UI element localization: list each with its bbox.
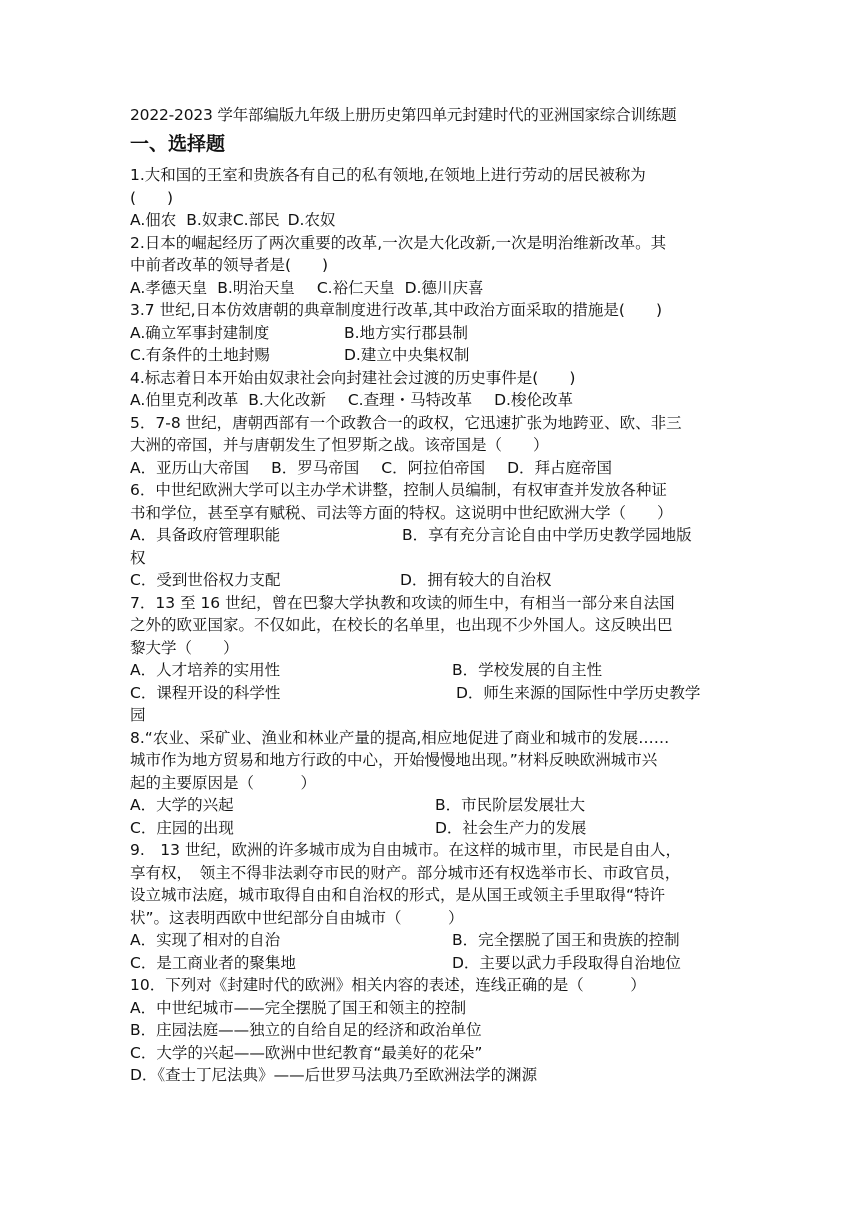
question-text-line: 设立城市法庭，城市取得自由和自治权的形式，是从国王或领主手里取得“特许 [130, 886, 666, 904]
option-b: B.地方实行郡县制 [344, 323, 469, 342]
option-a: A.孝德天皇 [130, 278, 208, 297]
option-d: D．《查士丁尼法典》——后世罗马法典乃至欧洲法学的渊源 [130, 1066, 538, 1084]
question-text-line: 书和学位，甚至享有赋税、司法等方面的特权。这说明中世纪欧洲大学（ ） [130, 503, 673, 522]
option-b: B.明治天皇 [217, 278, 295, 297]
option-d-continued: 园 [130, 706, 146, 724]
option-a: A．亚历山大帝国 [130, 458, 250, 477]
question-5 [130, 412, 736, 480]
option-c: C．受到世俗权力支配 [130, 571, 281, 589]
question-4 [130, 367, 736, 412]
question-7 [130, 592, 736, 727]
option-c: C．是工商业者的聚集地 [130, 953, 296, 972]
option-b: B．罗马帝国 [271, 458, 360, 477]
option-c: C.部民 [232, 211, 280, 229]
options-row [130, 277, 736, 300]
question-1 [130, 164, 736, 232]
question-text-line: 9. 13 世纪，欧洲的许多城市成为自由城市。在这样的城市里，市民是自由人， [130, 841, 681, 859]
option-a: A.佃农 [130, 211, 177, 229]
question-text-line: 享有权， 领主不得非法剥夺市民的财产。部分城市还有权选举市长、市政官员， [130, 863, 681, 882]
option-d: D.德川庆喜 [404, 278, 484, 297]
option-c: C．课程开设的科学性 [130, 683, 281, 702]
option-a: A．实现了相对的自治 [130, 931, 281, 949]
options-grid [130, 659, 736, 704]
option-b: B.大化改新 [248, 391, 326, 409]
option-c: C．庄园的出现 [130, 818, 234, 837]
option-b: B．享有充分言论自由中学历史教学园地版 [402, 526, 692, 544]
option-d: D．社会生产力的发展 [435, 818, 587, 837]
question-9 [130, 839, 736, 974]
options-grid [130, 929, 736, 974]
option-d: D.农奴 [287, 211, 336, 229]
question-text-line: 1.大和国的王室和贵族各有自己的私有领地,在领地上进行劳动的居民被称为 [130, 166, 646, 184]
option-d: D．拥有较大的自治权 [400, 571, 552, 589]
options-grid [130, 569, 736, 592]
question-6 [130, 479, 736, 592]
option-d: D.建立中央集权制 [344, 346, 470, 364]
option-a: A．大学的兴起 [130, 796, 234, 814]
option-c: C.有条件的土地封赐 [130, 346, 270, 364]
question-text-line: 7．13 至 16 世纪，曾在巴黎大学执教和攻读的师生中，有相当一部分来自法国 [130, 593, 675, 612]
option-d: D．师生来源的国际性中学历史教学 [456, 683, 701, 702]
question-text-line: 2.日本的崛起经历了两次重要的改革,一次是大化改新,一次是明治维新改革。其 [130, 233, 667, 252]
option-d: D．主要以武力手段取得自治地位 [452, 953, 681, 972]
question-text-line: ( ) [130, 188, 174, 207]
question-text-line: 10．下列对《封建时代的欧洲》相关内容的表述，连线正确的是（ ） [130, 976, 646, 994]
document-page [130, 104, 736, 1087]
option-a: A.确立军事封建制度 [130, 323, 270, 342]
question-text-line: 5．7-8 世纪，唐朝西部有一个政教合一的政权，它迅速扩张为地跨亚、欧、非三 [130, 413, 682, 432]
option-c: C.查理・马特改革 [347, 391, 473, 409]
question-8 [130, 727, 736, 840]
question-2 [130, 232, 736, 300]
question-3 [130, 299, 736, 367]
options-grid [130, 524, 736, 547]
option-b-continued: 权 [130, 548, 146, 567]
option-a: A．中世纪城市——完全摆脱了国王和领主的控制 [130, 998, 467, 1017]
question-10 [130, 974, 736, 1087]
question-text-line: 8.“农业、采矿业、渔业和林业产量的提高,相应地促进了商业和城市的发展…… [130, 728, 670, 747]
option-b: B．庄园法庭——独立的自给自足的经济和政治单位 [130, 1021, 482, 1039]
option-a: A.伯里克利改革 [130, 391, 239, 409]
option-c: C．大学的兴起——欧洲中世纪教育“最美好的花朵” [130, 1043, 483, 1062]
question-text-line: 4.标志着日本开始由奴隶社会向封建社会过渡的历史事件是( ) [130, 368, 576, 387]
section-heading: 一、选择题 [130, 133, 226, 155]
option-d: D．拜占庭帝国 [507, 458, 613, 477]
document-title: 2022-2023 学年部编版九年级上册历史第四单元封建时代的亚洲国家综合训练题 [130, 106, 677, 124]
option-b: B．学校发展的自主性 [452, 661, 603, 679]
options-grid [130, 322, 736, 367]
question-text-line: 之外的欧亚国家。不仅如此，在校长的名单里，也出现不少外国人。这反映出巴 [130, 616, 673, 634]
option-a: A．具备政府管理职能 [130, 526, 281, 544]
option-a: A．人才培养的实用性 [130, 661, 281, 679]
question-text-line: 起的主要原因是（ ） [130, 773, 317, 792]
question-text-line: 6．中世纪欧洲大学可以主办学术讲整，控制人员编制，有权审查并发放各种证 [130, 481, 667, 499]
question-text-line: 3.7 世纪,日本仿效唐朝的典章制度进行改革,其中政治方面采取的措施是( ) [130, 301, 663, 319]
question-text-line: 城市作为地方贸易和地方行政的中心，开始慢慢地出现。”材料反映欧洲城市兴 [130, 751, 658, 769]
question-text-line: 状”。这表明西欧中世纪部分自由城市（ ） [130, 908, 464, 927]
option-c: C.裕仁天皇 [316, 278, 395, 297]
options-row [130, 209, 736, 232]
option-c: C．阿拉伯帝国 [381, 458, 486, 477]
question-text-line: 大洲的帝国，并与唐朝发生了怛罗斯之战。该帝国是（ ） [130, 436, 549, 454]
option-b: B.奴隶 [186, 211, 233, 229]
options-grid [130, 794, 736, 839]
options-row [130, 389, 736, 412]
option-b: B．市民阶层发展壮大 [435, 796, 586, 814]
options-row [130, 457, 736, 480]
question-text-line: 黎大学（ ） [130, 638, 239, 657]
option-b: B．完全摆脱了国王和贵族的控制 [452, 931, 680, 949]
option-d: D.梭伦改革 [494, 391, 573, 409]
question-text-line: 中前者改革的领导者是( ) [130, 256, 329, 274]
